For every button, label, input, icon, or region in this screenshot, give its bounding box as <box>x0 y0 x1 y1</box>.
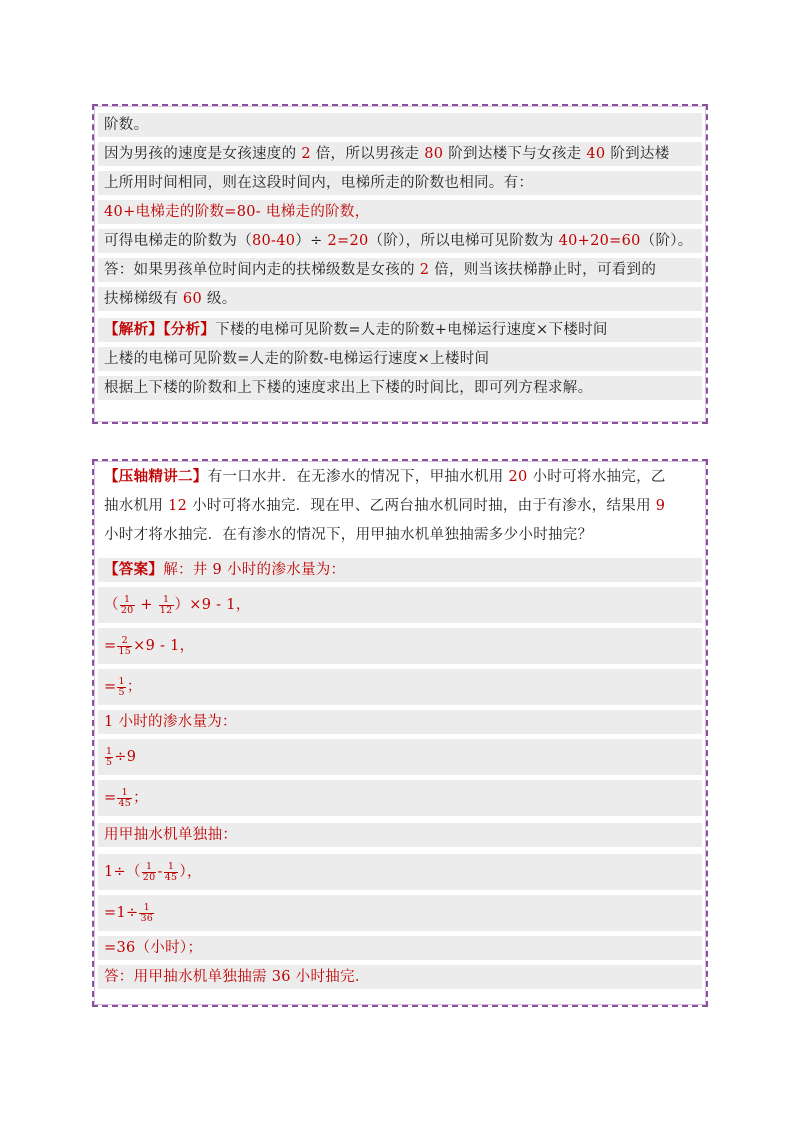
number: 40 <box>586 146 606 162</box>
fraction <box>117 788 132 809</box>
text: （阶）。 <box>640 233 693 249</box>
answer-line <box>98 822 702 847</box>
number: 2 <box>419 262 430 278</box>
denominator: 20 <box>120 604 134 616</box>
question-line <box>98 465 702 489</box>
equation-line <box>98 627 702 664</box>
final-answer-line <box>98 964 702 989</box>
text: 抽水机用 <box>104 498 169 514</box>
text: = <box>104 638 117 654</box>
text: +电梯走的阶数=80- 电梯走的阶数， <box>123 204 370 220</box>
fraction <box>139 903 154 924</box>
text: ÷9 <box>114 749 137 765</box>
problem-box-2 <box>92 459 708 1007</box>
text: 下楼的电梯可见阶数=人走的阶数+电梯运行速度×下楼时间 <box>215 322 608 338</box>
text: ）×9 - 1， <box>174 597 251 613</box>
denominator: 5 <box>106 756 113 768</box>
text-line <box>98 257 702 282</box>
question-label: 【压轴精讲二】 <box>104 468 208 485</box>
text: + <box>135 597 158 613</box>
analysis-label: 【解析】【分析】 <box>104 321 216 338</box>
fraction <box>164 862 179 883</box>
text: 答：如果男孩单位时间内走的扶梯级数是女孩的 <box>104 262 420 278</box>
final-answer: 答：用甲抽水机单独抽需 36 小时抽完． <box>104 969 370 985</box>
number: 2=20 <box>327 233 369 249</box>
numerator: 1 <box>118 675 125 687</box>
text: ×9 - 1， <box>133 638 195 654</box>
question-line <box>98 523 702 547</box>
text: 小时的渗水量为： <box>113 714 237 730</box>
numerator: 1 <box>106 745 113 757</box>
text-line <box>98 170 702 195</box>
text: 上所用时间相同，则在这段时间内，电梯所走的阶数也相同。有： <box>104 175 534 191</box>
equation-line <box>98 853 702 890</box>
denominator: 12 <box>159 604 173 616</box>
numerator: 1 <box>139 903 154 914</box>
text: = <box>104 790 117 806</box>
text: 小时才将水抽完．在有渗水的情况下，用甲抽水机单独抽需多少小时抽完？ <box>104 527 593 543</box>
text: 解：井 <box>163 562 213 578</box>
text: 小时可将水抽完，乙 <box>527 469 666 485</box>
number: 9 <box>212 562 223 578</box>
text: 阶到达楼下与女孩走 <box>443 146 587 162</box>
text: ）， <box>179 864 202 880</box>
text: 倍，所以男孩走 <box>310 146 425 162</box>
equation-line <box>98 779 702 816</box>
question-line <box>98 494 702 518</box>
number: 40 <box>104 204 124 220</box>
number: 1 <box>104 714 114 730</box>
equation-line <box>98 894 702 931</box>
fraction <box>120 595 135 616</box>
number: 60 <box>182 291 202 307</box>
text: （ <box>104 597 119 613</box>
text-line <box>98 228 702 253</box>
equation-line <box>98 586 702 623</box>
answer-line <box>98 557 702 582</box>
number: 20 <box>508 469 528 485</box>
equation-line <box>98 738 702 775</box>
numerator: 1 <box>142 862 157 873</box>
numerator: 2 <box>117 636 132 647</box>
text: 可得电梯走的阶数为（ <box>104 233 252 249</box>
numerator: 1 <box>159 595 174 606</box>
text: ； <box>133 790 148 806</box>
text-line <box>98 375 702 400</box>
solution-box-1 <box>92 104 708 424</box>
equation-line <box>98 668 702 705</box>
denominator: 45 <box>164 871 178 883</box>
text-line <box>98 286 702 311</box>
number: 80 <box>424 146 444 162</box>
text: 阶数。 <box>104 117 149 133</box>
text: 根据上下楼的阶数和上下楼的速度求出上下楼的时间比，即可列方程求解。 <box>104 380 593 396</box>
text: 扶梯梯级有 <box>104 291 183 307</box>
text: （阶），所以电梯可见阶数为 <box>368 233 559 249</box>
text-line <box>98 112 702 137</box>
text: 因为男孩的速度是女孩速度的 <box>104 146 302 162</box>
text: 小时可将水抽完．现在甲、乙两台抽水机同时抽，由于有渗水，结果用 <box>187 498 656 514</box>
numerator: 1 <box>120 595 135 606</box>
number: 12 <box>168 498 188 514</box>
text: 有一口水井．在无渗水的情况下，甲抽水机用 <box>207 469 509 485</box>
numerator: 1 <box>164 862 179 873</box>
text: 级。 <box>201 291 237 307</box>
answer-line <box>98 709 702 734</box>
fraction <box>105 747 113 768</box>
denominator: 15 <box>118 645 132 657</box>
text: 小时的渗水量为： <box>222 562 346 578</box>
text: - <box>157 864 163 880</box>
text: =36（小时）； <box>104 940 203 956</box>
fraction <box>117 636 132 657</box>
text: 1÷（ <box>104 864 141 880</box>
text: =1÷ <box>104 905 139 921</box>
denominator: 36 <box>140 912 154 924</box>
denominator: 45 <box>118 797 132 809</box>
number: 2 <box>301 146 311 162</box>
denominator: 20 <box>142 871 156 883</box>
answer-line <box>98 935 702 960</box>
numerator: 1 <box>117 788 132 799</box>
text: ； <box>126 679 142 695</box>
text-line <box>98 141 702 166</box>
text-line <box>98 346 702 371</box>
fraction <box>159 595 174 616</box>
number: 9 <box>655 498 666 514</box>
text: = <box>104 679 117 695</box>
text: 倍，则当该扶梯静止时，可看到的 <box>429 262 657 278</box>
number: 40+20=60 <box>558 233 641 249</box>
number: 80-40 <box>252 233 296 249</box>
fraction <box>142 862 157 883</box>
text: 用甲抽水机单独抽： <box>104 827 238 843</box>
answer-label: 【答案】 <box>104 561 164 578</box>
denominator: 5 <box>118 686 125 698</box>
text: 阶到达楼 <box>605 146 670 162</box>
fraction <box>117 677 125 698</box>
text-line <box>98 317 702 342</box>
text: ）÷ <box>295 233 328 249</box>
text: 上楼的电梯可见阶数=人走的阶数-电梯运行速度×上楼时间 <box>104 351 490 367</box>
text-line <box>98 199 702 224</box>
